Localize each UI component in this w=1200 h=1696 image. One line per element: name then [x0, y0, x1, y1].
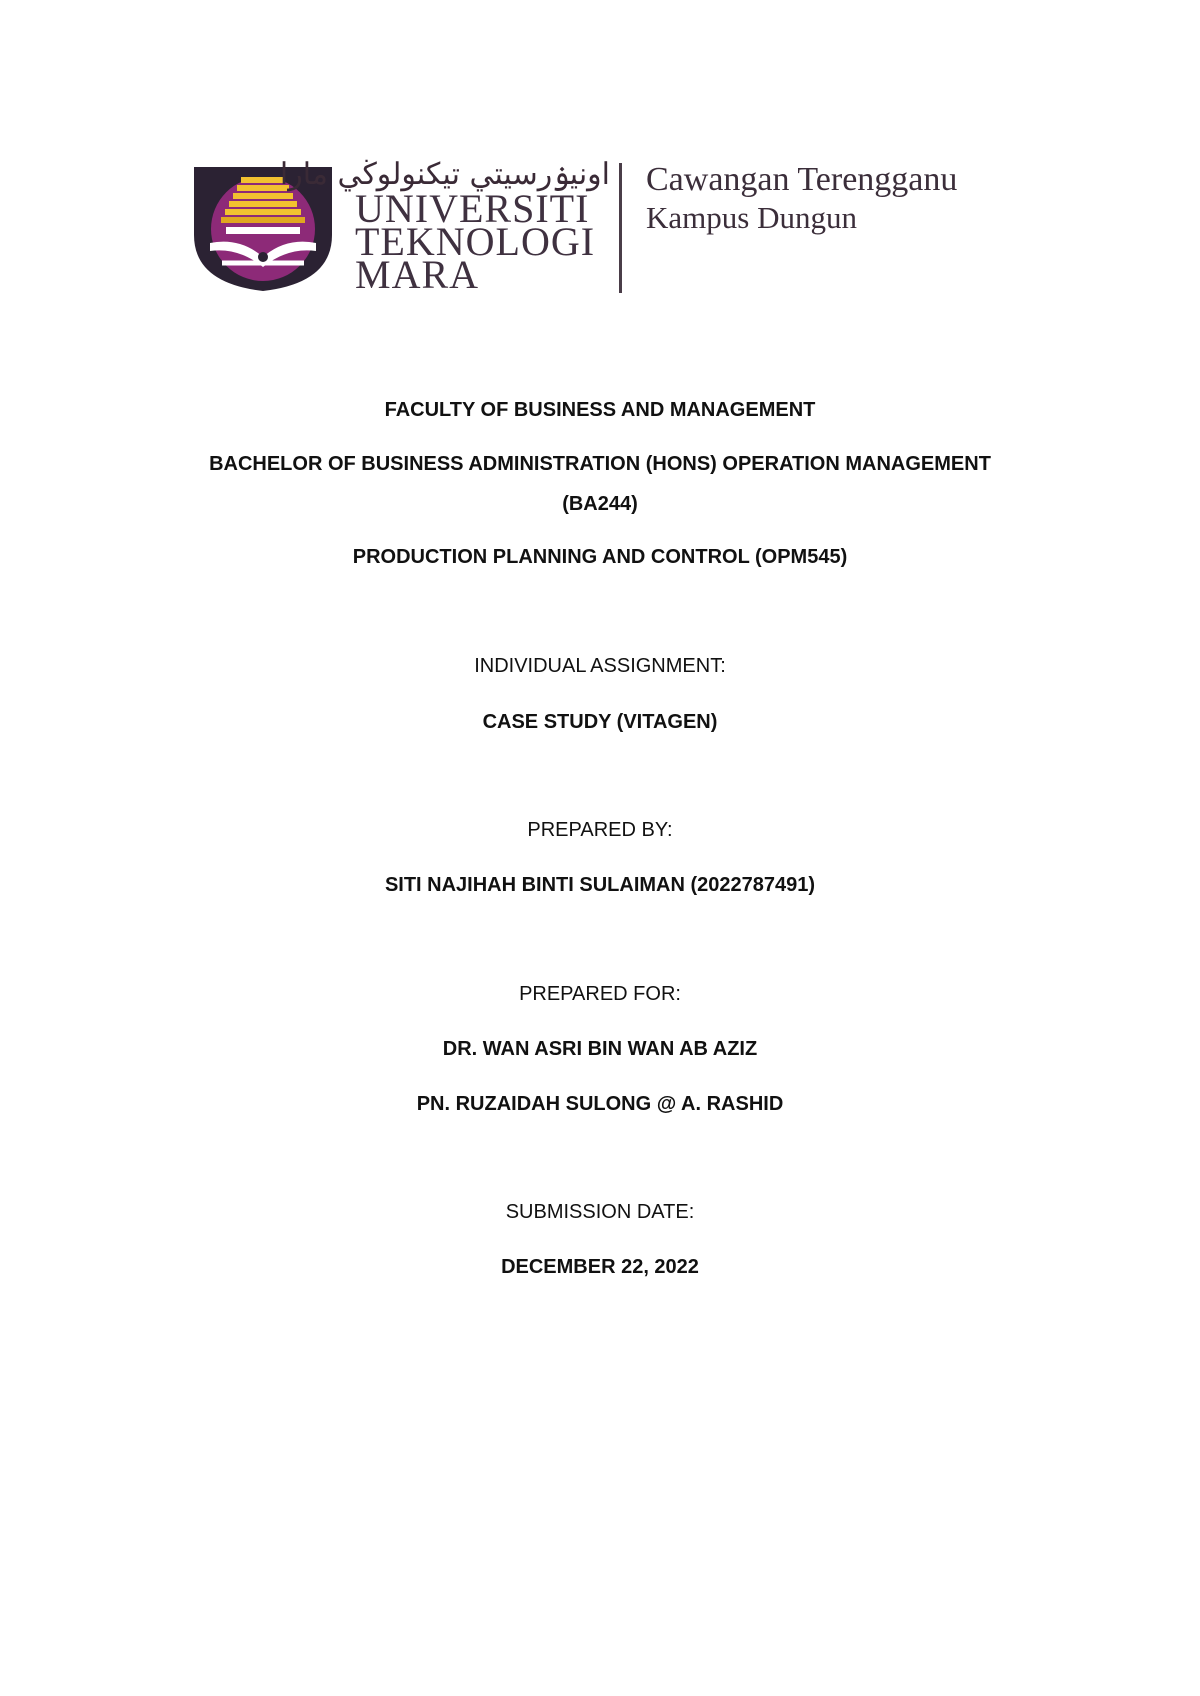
- campus-label: [646, 160, 957, 236]
- uitm-logo: [192, 158, 1052, 298]
- programme-code: (BA244): [562, 493, 638, 515]
- university-name-line-2: TEKNOLOGI: [355, 219, 596, 264]
- assignment-title: CASE STUDY (VITAGEN): [482, 711, 718, 733]
- logo-divider: [619, 163, 622, 293]
- university-name-line-3: MARA: [355, 252, 480, 297]
- lecturer-2: PN. RUZAIDAH SULONG @ A. RASHID: [416, 1093, 784, 1115]
- course-name: PRODUCTION PLANNING AND CONTROL (OPM545): [352, 546, 848, 568]
- university-name: [355, 186, 615, 297]
- campus-name: Kampus Dungun: [646, 200, 857, 235]
- jawi-university-name: اونيۏرسيتي تيكنولوڬي مارا: [279, 157, 610, 192]
- student-name: SITI NAJIHAH BINTI SULAIMAN (2022787491): [384, 874, 816, 896]
- programme-name: BACHELOR OF BUSINESS ADMINISTRATION (HONS) OPERATION MANAGEMENT: [209, 453, 991, 475]
- submission-date: DECEMBER 22, 2022: [501, 1256, 699, 1278]
- submission-date-label: SUBMISSION DATE:: [505, 1201, 695, 1223]
- lecturer-1: DR. WAN ASRI BIN WAN AB AZIZ: [442, 1038, 758, 1060]
- faculty-name: FACULTY OF BUSINESS AND MANAGEMENT: [384, 399, 816, 421]
- university-name-line-1: UNIVERSITI: [355, 186, 590, 231]
- assignment-label: INDIVIDUAL ASSIGNMENT:: [474, 655, 726, 677]
- branch-name: Cawangan Terengganu: [646, 161, 958, 198]
- prepared-for-label: PREPARED FOR:: [519, 983, 681, 1005]
- prepared-by-label: PREPARED BY:: [527, 819, 673, 841]
